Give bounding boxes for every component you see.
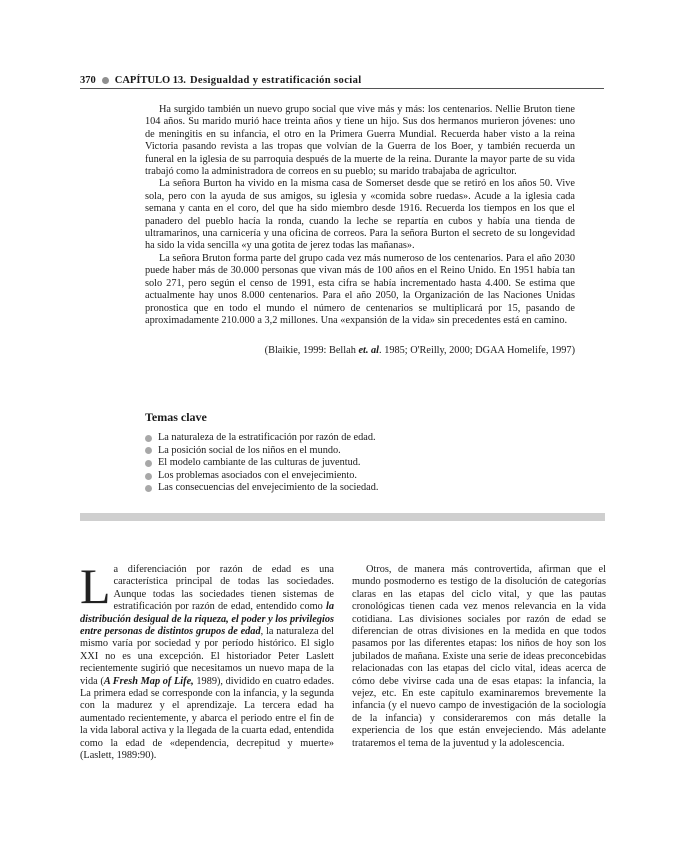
list-item-text: La naturaleza de la estratificación por razón de edad. — [158, 432, 376, 443]
key-topics-list — [145, 432, 565, 495]
body-text: a diferenciación por razón de edad es una característica principal de todas las sociedades. Aunque todas las sociedades tienen sistemas de estratificación por razón de edad, entendido como — [113, 564, 334, 613]
definition-text: la distribución desigual de la riqueza, el poder y los privilegios entre personas de distintos grupos de edad — [80, 601, 334, 638]
page-number: 370 — [80, 74, 96, 86]
drop-cap: L — [80, 558, 111, 614]
list-item — [145, 445, 565, 458]
intro-paragraph: La señora Bruton forma parte del grupo cada vez más numeroso de los centenarios. Para el año 2030 puede haber más de 30.000 personas que vivan más de 100 años en el Reino Unido. En 1951 había tan solo 271, pero según el censo de 1991, esta cifra se había incrementado hasta 4.400. Se estima que actualmente hay unos 8.000 centenarios. Para el año 2050, la Organización de las Naciones Unidas pronostica que en todo el mundo el número de centenarios se multiplicará por 15, pasando de aproximadamente 210.000 a 3,2 millones. Una «expansión de la vida» sin precedentes está en camino. — [145, 252, 575, 326]
chapter-title: Desigualdad y estratificación social — [189, 74, 362, 86]
list-item — [145, 432, 565, 445]
book-title: A Fresh Map of Life, — [103, 675, 194, 687]
list-item-text: Las consecuencias del envejecimiento de la sociedad. — [158, 482, 379, 494]
body-paragraph: Otros, de manera más controvertida, afirman que el mundo posmoderno es testigo de la disolución de categorías claras en las etapas del ciclo vital, y que las pautas cronológicas tienen cada vez menos relevancia en la vida cotidiana. Las divisiones sociales por razón de edad se diferencian de otras divisiones en la medida en que todos pasamos por las diferentes etapas: los niños de hoy son los jubilados de mañana. Existe una serie de ideas preconcebidas relacionadas con las etapas del ciclo vital, ideas acerca de cómo debe vivirse cada una de esas etapas: la infancia, la vejez, etc. En este capítulo examinaremos brevemente la infancia (y el nuevo campo de investigación de la sociología de la infancia) y consideraremos con más detalle la experiencia de los que están envejeciendo. Más adelante trataremos el tema de la juventud y la adolescencia. — [352, 564, 606, 749]
intro-box — [145, 104, 575, 327]
list-item — [145, 457, 565, 470]
body-text: , la naturaleza del mismo varía por sociedad y por período histórico. El siglo XXI no es una excepción. El historiador Peter Laslett recientemente sugirió que necesitamos un nuevo mapa de la vida ( — [80, 626, 334, 687]
bullet-icon — [145, 435, 152, 442]
key-topics-title: Temas clave — [145, 410, 207, 424]
body-column-right — [352, 564, 606, 750]
citation-text: (Blaikie, 1999: Bellah — [264, 345, 359, 356]
list-item-text: La posición social de los niños en el mundo. — [158, 444, 341, 456]
bullet-icon — [145, 485, 152, 492]
bullet-icon — [145, 447, 152, 454]
list-item — [145, 482, 565, 495]
list-item-text: Los problemas asociados con el envejecimiento. — [158, 469, 358, 481]
running-header — [80, 72, 604, 88]
body-paragraph — [80, 558, 335, 763]
citation-text: . 1985; O'Reilly, 2000; DGAA Homelife, 1997) — [379, 345, 575, 356]
list-item-text: El modelo cambiante de las culturas de juventud. — [158, 457, 361, 469]
intro-paragraph: La señora Burton ha vivido en la misma casa de Somerset desde que se retiró en los años 50. Vive sola, pero con la ayuda de sus amigos, su iglesia y «comida sobre ruedas». Acude a la iglesia cada semana y canta en el coro, del que ha sido miembro desde 1916. Recuerda los tiempos en los que el panadero del pueblo hacía la ronda, cuando la leche se repartía en cubos y había una tienda de ultramarinos, una carnicería y una oficina de correos. Para la señora Burton el secreto de su longevidad ha sido la vida sencilla «y una gotita de jerez todas las mañanas». — [145, 178, 575, 252]
intro-paragraph: Ha surgido también un nuevo grupo social que vive más y más: los centenarios. Nellie Bruton tiene 104 años. Su marido murió hace treinta años y tiene un hijo. Sus dos hermanos murieron jóvenes: uno de meningitis en su infancia, el otro en la Primera Guerra Mundial. Recuerda haber visto a la reina Victoria pasando revista a las tropas que volvían de la Guerra de los Boer, y también recuerda un funeral en la iglesia de su parroquia después de la muerte de la reina. Durante la mayor parte de su vida trabajó como la administradora de correos en su pueblo; su marido trabajaba de agricultor. — [145, 104, 575, 178]
body-text: 1989), dividido en cuatro edades. La primera edad se corresponde con la infancia, y la segunda con la madurez y el aprendizaje. La tercera edad ha aumentado recientemente, y abarca el periodo entre el fin de la vida laboral activa y la llegada de la cuarta edad, entendida como la edad de «dependencia, decrepitud y muerte» (Laslett, 1989:90). — [80, 675, 335, 762]
chapter-label: CAPÍTULO 13. — [114, 74, 186, 86]
header-divider — [80, 88, 604, 89]
citation-etal: et. al — [358, 345, 380, 356]
bullet-icon — [145, 460, 152, 467]
intro-citation — [145, 345, 575, 356]
bullet-dot-icon — [102, 77, 109, 84]
section-divider-band — [80, 513, 605, 521]
list-item — [145, 470, 565, 483]
bullet-icon — [145, 473, 152, 480]
body-column-left — [80, 558, 335, 763]
